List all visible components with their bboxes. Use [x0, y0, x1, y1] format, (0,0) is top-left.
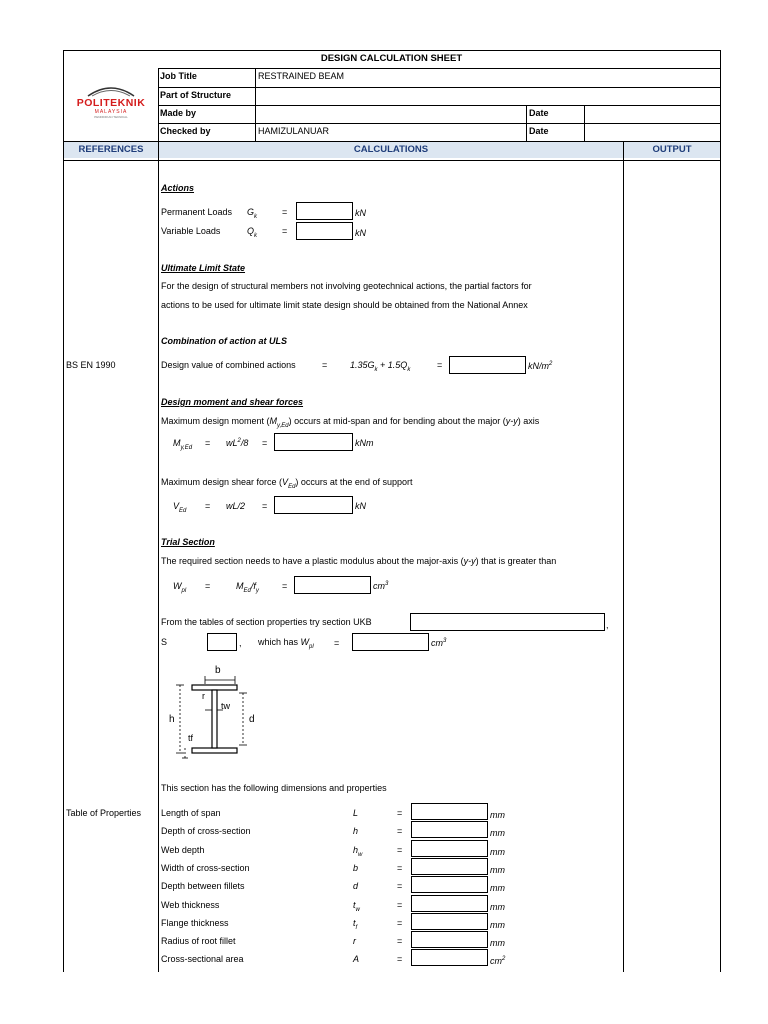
moment-desc: Maximum design moment $(M_{y,Ed})$ occurs at mid-span and for bending about the major (y-y) axis — [161, 416, 540, 429]
property-eq: = — [397, 936, 403, 946]
part-label: Part of Structure — [160, 90, 232, 100]
job-title-value[interactable]: RESTRAINED BEAM — [258, 71, 345, 81]
dim-tf-label: tf — [188, 733, 194, 743]
property-unit: mm — [490, 938, 505, 948]
logo-text: POLITEKNIK — [76, 97, 146, 109]
property-eq: = — [397, 863, 403, 873]
uls-line-1: For the design of structural members not involving geotechnical actions, the partial factors for — [161, 281, 532, 291]
politeknik-logo — [66, 80, 156, 138]
date-label-2: Date — [529, 126, 549, 136]
property-symbol: d — [353, 881, 359, 891]
ukb-section-input[interactable] — [410, 613, 605, 631]
property-input[interactable] — [411, 840, 488, 857]
qk-symbol: $Q_k$ — [247, 226, 258, 239]
shear-eq: = — [205, 501, 211, 511]
property-input[interactable] — [411, 913, 488, 930]
property-symbol: $t_w$ — [353, 900, 360, 913]
made-by-label: Made by — [160, 108, 197, 118]
moment-input[interactable] — [274, 433, 353, 451]
property-label: Width of cross-section — [161, 863, 250, 873]
combo-formula: $1.35G_k + 1.5Q_k$ — [350, 360, 411, 373]
moment-eq-2: = — [262, 438, 268, 448]
qk-eq: = — [282, 226, 288, 236]
property-label: Depth between fillets — [161, 881, 245, 891]
property-label: Flange thickness — [161, 918, 229, 928]
combo-label: Design value of combined actions — [161, 360, 296, 370]
wpl-section-unit: $cm^3$ — [431, 638, 447, 648]
moment-eq: = — [205, 438, 211, 448]
property-input[interactable] — [411, 858, 488, 875]
property-eq: = — [397, 954, 403, 964]
perm-loads-label: Permanent Loads — [161, 207, 233, 217]
actions-title: Actions — [161, 183, 195, 193]
logo-tag: PENDIDIKAN TEKNIKAL — [94, 115, 128, 119]
property-symbol: $t_f$ — [353, 918, 358, 931]
shear-eq-2: = — [262, 501, 268, 511]
checked-by-label: Checked by — [160, 126, 211, 136]
combo-unit: $kN/m^2$ — [528, 361, 553, 371]
property-unit: mm — [490, 810, 505, 820]
property-symbol: h — [353, 826, 359, 836]
output-header: OUTPUT — [624, 142, 720, 158]
property-symbol: $h_w$ — [353, 845, 363, 858]
property-unit: mm — [490, 920, 505, 930]
wpl-formula: $M_{Ed}/f_y$ — [236, 581, 259, 594]
shear-desc: Maximum design shear force $(V_{Ed})$ occurs at the end of support — [161, 477, 413, 490]
property-eq: = — [397, 845, 403, 855]
dim-tw-label: tw — [221, 701, 230, 711]
i-beam-icon — [165, 665, 260, 765]
gk-input[interactable] — [296, 202, 353, 220]
s-label: S — [161, 637, 168, 647]
property-input[interactable] — [411, 821, 488, 838]
property-symbol: r — [353, 936, 356, 946]
property-unit: $cm^2$ — [490, 956, 506, 966]
ukb-comma: , — [606, 620, 609, 630]
property-label: Web thickness — [161, 900, 220, 910]
combo-eq-2: = — [437, 360, 443, 370]
wpl-section-input[interactable] — [352, 633, 429, 651]
property-unit: mm — [490, 847, 505, 857]
s-comma: , — [239, 638, 242, 648]
property-eq: = — [397, 881, 403, 891]
dim-r-label: r — [202, 691, 205, 701]
shear-formula: wL/2 — [226, 501, 246, 511]
property-unit: mm — [490, 865, 505, 875]
shear-unit: kN — [355, 501, 366, 511]
property-label: Web depth — [161, 845, 205, 855]
gk-unit: kN — [355, 208, 366, 218]
moment-symbol: $M_{y,Ed}$ — [173, 438, 193, 451]
ref-table-props: Table of Properties — [66, 808, 142, 818]
wpl-symbol: $W_{pl}$ — [173, 581, 187, 594]
combo-input[interactable] — [449, 356, 526, 374]
trial-desc: The required section needs to have a plastic modulus about the major-axis (y-y) that is greater than — [161, 556, 557, 566]
moment-title: Design moment and shear forces — [161, 397, 304, 407]
dim-b-label: b — [215, 665, 221, 676]
shear-symbol: $V_{Ed}$ — [173, 501, 187, 514]
dim-h-label: h — [169, 714, 175, 725]
job-title-label: Job Title — [160, 71, 197, 81]
property-eq: = — [397, 826, 403, 836]
which-has-text: which has $W_{pl}$ — [258, 637, 314, 650]
checked-by-value[interactable]: HAMIZULANUAR — [258, 126, 330, 136]
property-symbol: L — [353, 808, 359, 818]
property-label: Cross-sectional area — [161, 954, 244, 964]
property-input[interactable] — [411, 931, 488, 948]
combo-eq: = — [322, 360, 328, 370]
property-input[interactable] — [411, 876, 488, 893]
qk-unit: kN — [355, 228, 366, 238]
qk-input[interactable] — [296, 222, 353, 240]
wpl-input[interactable] — [294, 576, 371, 594]
moment-formula: $wL^2/8$ — [226, 438, 249, 448]
ref-bs-en: BS EN 1990 — [66, 360, 116, 370]
property-input[interactable] — [411, 803, 488, 820]
sheet-title: DESIGN CALCULATION SHEET — [320, 53, 463, 64]
logo-sub: MALAYSIA — [94, 109, 128, 115]
references-header: REFERENCES — [64, 142, 158, 158]
moment-unit: kNm — [355, 438, 374, 448]
property-input[interactable] — [411, 949, 488, 966]
uls-line-2: actions to be used for ultimate limit state design should be obtained from the National Annex — [161, 300, 528, 310]
property-symbol: A — [353, 954, 360, 964]
combo-title: Combination of action at ULS — [161, 336, 287, 346]
wpl-eq: = — [205, 581, 211, 591]
property-input[interactable] — [411, 895, 488, 912]
property-eq: = — [397, 918, 403, 928]
i-beam-diagram — [165, 665, 260, 765]
property-unit: mm — [490, 828, 505, 838]
property-label: Depth of cross-section — [161, 826, 251, 836]
properties-intro: This section has the following dimensions and properties — [161, 783, 387, 793]
which-has-eq: = — [334, 638, 340, 648]
var-loads-label: Variable Loads — [161, 226, 221, 236]
s-input[interactable] — [207, 633, 237, 651]
calculations-header: CALCULATIONS — [159, 142, 623, 158]
property-unit: mm — [490, 902, 505, 912]
uls-title: Ultimate Limit State — [161, 263, 246, 273]
gk-symbol: $G_k$ — [247, 207, 258, 220]
wpl-eq-2: = — [282, 581, 288, 591]
shear-input[interactable] — [274, 496, 353, 514]
gk-eq: = — [282, 207, 288, 217]
trial-title: Trial Section — [161, 537, 215, 547]
property-eq: = — [397, 900, 403, 910]
from-tables-text: From the tables of section properties try section UKB — [161, 617, 372, 627]
property-eq: = — [397, 808, 403, 818]
property-unit: mm — [490, 883, 505, 893]
property-symbol: b — [353, 863, 359, 873]
wpl-unit: $cm^3$ — [373, 581, 389, 591]
property-label: Length of span — [161, 808, 221, 818]
date-label: Date — [529, 108, 549, 118]
dim-d-label: d — [249, 714, 255, 725]
property-label: Radius of root fillet — [161, 936, 236, 946]
